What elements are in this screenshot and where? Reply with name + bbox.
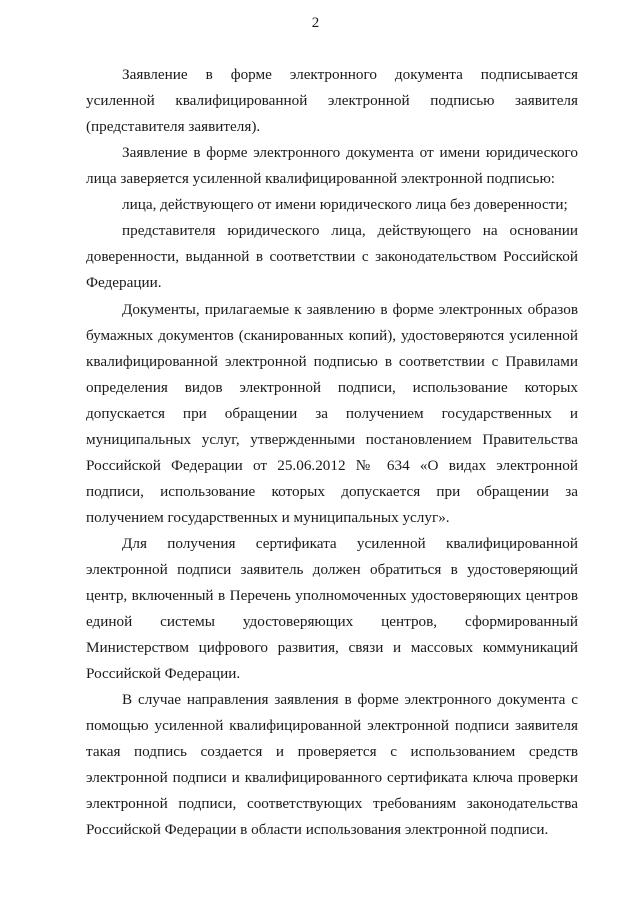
paragraph-person-without-power-of-attorney: лица, действующего от имени юридического лица без доверенности; [122, 196, 568, 213]
paragraph-representative-with-power-of-attorney: представителя юридического лица, действующего на основании доверенности, выданной в соответствии с законодательством Российской Федерации. [86, 222, 578, 291]
paragraph-signature-requirement: Заявление в форме электронного документа подписывается усиленной квалифицированной электронной подписью заявителя (представителя заявителя). [86, 66, 578, 135]
paragraph-attached-documents: Документы, прилагаемые к заявлению в форме электронных образов бумажных документов (сканированных копий), удостоверяются усиленной квалифицированной электронной подписью в соответствии с Правилами определения видов электронной подписи, использование которых допускается при обращении за получением государственных и муниципальных услуг, утвержденными постановлением Правительства Российской Федерации от 25.06.2012 № 634 «О видах электронной подписи, использование которых допускается при обращении за получением государственных и муниципальных услуг». [86, 301, 578, 526]
page-number: 2 [311, 15, 320, 31]
paragraph-signature-verification: В случае направления заявления в форме электронного документа с помощью усиленной квалифицированной электронной подписи заявителя такая подпись создается и проверяется с использованием средств электронной подписи и квалифицированного сертификата ключа проверки электронной подписи, соответствующих требованиям законодательства Российской Федерации в области использования электронной подписи. [86, 691, 578, 838]
paragraph-legal-entity-signature: Заявление в форме электронного документа от имени юридического лица заверяется усиленной квалифицированной электронной подписью: [86, 144, 578, 187]
paragraph-certificate-issuance: Для получения сертификата усиленной квалифицированной электронной подписи заявитель должен обратиться в удостоверяющий центр, включенный в Перечень уполномоченных удостоверяющих центров единой системы удостоверяющих центров, сформированный Министерством цифрового развития, связи и массовых коммуникаций Российской Федерации. [86, 535, 578, 682]
